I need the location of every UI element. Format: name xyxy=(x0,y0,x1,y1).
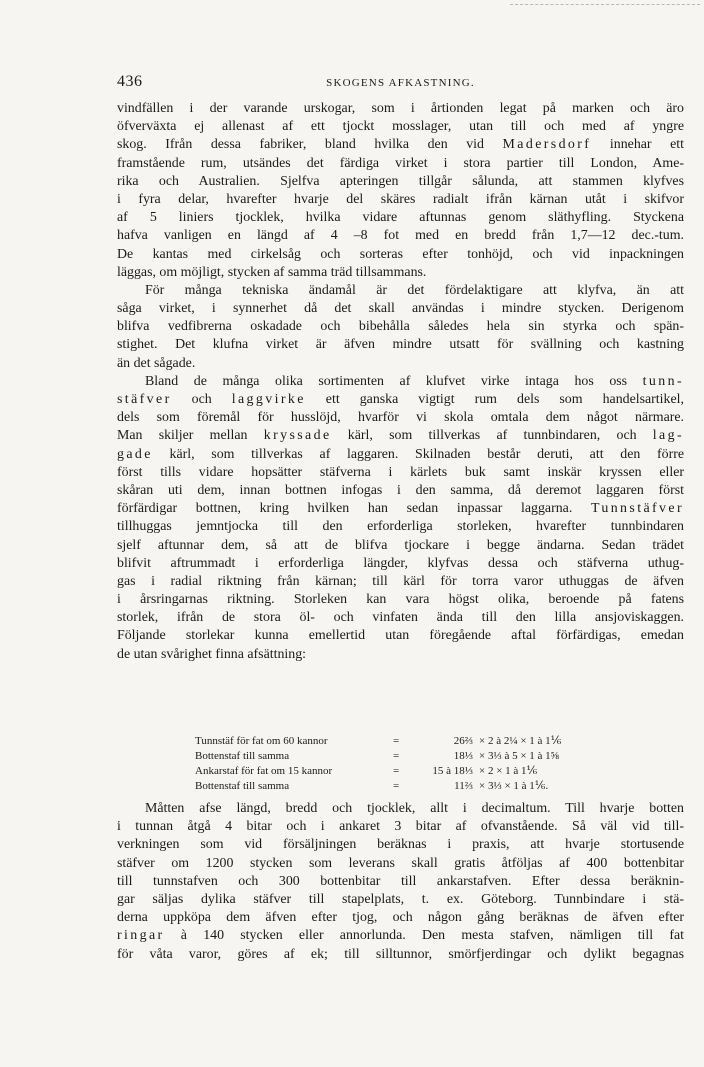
dimension-values: × 3⅓ × 1 à 1⅙. xyxy=(479,780,549,792)
table-row xyxy=(195,764,625,779)
text-line: skog. Ifrån dessa fabriker, bland hvilka den vid Madersdorf innehar ett xyxy=(117,137,684,153)
text-line: verkningen som vid försäljningen beräknas i praxis, att hvarje stortusende xyxy=(117,837,684,853)
row-label: Bottenstaf till samma xyxy=(195,750,290,762)
text-line: ringar à 140 stycken eller annorlunda. Den mesta stafven, nämligen till fat xyxy=(117,928,684,944)
text-line: gade kärl, som tillverkas af laggaren. Skilnaden består deruti, att den förre xyxy=(117,446,684,462)
text-line: stäfver och laggvirke ett ganska vigtigt rum dels som handelsartikel, xyxy=(117,392,684,407)
text-line: stäfver om 1200 stycken som leverans skall gratis åtföljas af 400 bottenbitar xyxy=(117,855,684,871)
dimension-values: × 2 × 1 à 1⅙ xyxy=(479,765,538,777)
text-line: derna uppköpa dem äfven efter tjog, och någon gång beräknas de äfven efter xyxy=(117,910,684,926)
length-value: 26⅔ xyxy=(453,735,473,747)
body-text-upper xyxy=(117,100,684,664)
page-header xyxy=(117,73,684,93)
text-line: tillhuggas jemntjocka till den erforderliga storleken, hvarefter tunnbindaren xyxy=(117,519,684,535)
row-label: Ankarstaf för fat om 15 kannor xyxy=(195,765,333,777)
text-line: öfverväxta ej allenast af ett tjockt mosslager, utan till och med af yngre xyxy=(117,119,684,135)
paragraph-4 xyxy=(117,800,684,964)
body-text-lower xyxy=(117,800,684,964)
text-line: i tunnan åtgå 4 bitar och i ankaret 3 bitar af ofvanstående. Så väl vid till- xyxy=(117,819,684,835)
paragraph-3 xyxy=(117,373,684,664)
length-value: 15 à 18⅓ xyxy=(432,765,473,777)
equals-sign: = xyxy=(393,735,400,747)
text-line: framstående rum, utsändes det färdiga virket i stora partier till London, Ame- xyxy=(117,155,684,171)
page-number: 436 xyxy=(117,73,143,90)
emphasis-place-name: Madersdorf xyxy=(502,137,592,153)
paragraph-2 xyxy=(117,282,684,373)
text-line: först tills vidare hopsätter stäfverna i kärlets buk samt inskär kryssen eller xyxy=(117,464,684,480)
text-line: hafva vanligen en längd af 4 –8 fot med en bredd från 1,7—12 dec.-tum. xyxy=(117,228,684,244)
text-line: läggas, om möjligt, stycken af samma träd tillsammans. xyxy=(117,264,427,280)
emphasis-term: lag- xyxy=(652,428,684,444)
row-label: Tunnstäf för fat om 60 kannor xyxy=(195,735,328,747)
text-line: storlek, ifrån de stora öl- och vinfaten ända till den lilla ansjoviskaggen. xyxy=(117,610,684,626)
text-line: Måtten afse längd, bredd och tjocklek, allt i decimaltum. Till hvarje botten xyxy=(145,801,684,816)
text-line: gar säljas dylika stäfver till stapelplats, t. ex. Göteborg. Tunnbindare i stä- xyxy=(117,891,684,907)
text-line: Bland de många olika sortimenten af klufvet virke intaga hos oss tunn- xyxy=(145,373,684,389)
text-line: i årsringarnas riktning. Storleken kan vara högst olika, beroende på fatens xyxy=(117,592,684,608)
equals-sign: = xyxy=(393,780,400,792)
emphasis-term: kryssade xyxy=(263,428,332,444)
emphasis-term: tunn- xyxy=(642,373,684,389)
stave-size-table xyxy=(195,734,625,794)
text-line: vindfällen i der varande urskogar, som i årtionden legat på marken och äro xyxy=(117,101,684,116)
dimension-values: × 2 à 2¼ × 1 à 1⅙ xyxy=(479,735,562,747)
text-line: sjelf aftunnar dem, så att de blifva tjockare i begge ändarna. Sedan trädet xyxy=(117,537,684,553)
text-line: gas i radial riktning från kärnan; till kärl för torra varor uthuggas de äfven xyxy=(117,573,684,589)
running-title: SKOGENS AFKASTNING. xyxy=(326,77,475,89)
text-line: De kantas med cirkelsåg och sorteras efter tonhöjd, och vid inpackningen xyxy=(117,246,684,262)
emphasis-term: gade xyxy=(117,446,153,462)
table-row xyxy=(195,749,625,764)
dimension-values: × 3⅓ à 5 × 1 à 1⅝ xyxy=(479,750,559,762)
text-line: såga virket, i synnerhet då det skall användas i mindre stycken. Derigenom xyxy=(117,301,684,317)
text-line: förfärdigar bottnen, kring hvilken han sedan inpassar laggarna. Tunnstäfver xyxy=(117,501,684,517)
text-line: i fyra delar, hvarefter hvarje del skäres radialt ifrån kärnan utåt i skifvor xyxy=(117,191,684,207)
text-line: För många tekniska ändamål är det fördelaktigare att klyfva, än att xyxy=(145,282,684,298)
text-line: än det sågade. xyxy=(117,355,196,371)
emphasis-term: stäfver xyxy=(117,392,172,407)
text-line: blifvit aftrummadt i erforderliga längder, klyfvas dessa och stäfverna uthug- xyxy=(117,555,684,571)
table-row xyxy=(195,734,625,749)
equals-sign: = xyxy=(393,750,400,762)
text-line: Följande storlekar kunna emellertid utan föregående aftal förfärdigas, emedan xyxy=(117,628,684,644)
length-value: 18⅓ xyxy=(453,750,473,762)
scan-edge-line xyxy=(510,4,700,5)
paragraph-1 xyxy=(117,100,684,282)
text-line: skåran uti dem, innan bottnen infogas i den samma, då deremot laggaren först xyxy=(117,482,684,498)
table-row xyxy=(195,779,625,794)
text-line: Man skiljer mellan kryssade kärl, som tillverkas af tunnbindaren, och lag- xyxy=(117,428,684,444)
text-line: blifva vedfibrerna oskadade och bibehålla således hela sin styrka och spän- xyxy=(117,319,684,335)
text-line: af 5 liniers tjocklek, hvilka vidare aftunnas genom släthyfling. Styckena xyxy=(117,210,684,226)
text-line: för våta varor, göres af ek; till silltunnor, smörfjerdingar och dylikt begagnas xyxy=(117,946,684,962)
length-value: 11⅔ xyxy=(454,780,473,792)
row-label: Bottenstaf till samma xyxy=(195,780,290,792)
text-line: till tunnstafven och 300 bottenbitar till ankarstafven. Efter dessa beräknin- xyxy=(117,873,684,889)
equals-sign: = xyxy=(393,765,400,777)
text-line: stighet. Det klufna virket är äfven mindre utsatt för svällning och kastning xyxy=(117,337,684,353)
emphasis-term: laggvirke xyxy=(231,392,306,407)
text-line: de utan svårighet finna afsättning: xyxy=(117,646,307,662)
emphasis-term: Tunnstäfver xyxy=(590,501,684,517)
text-line: dels som föremål för husslöjd, hvarför vi skola omtala dem något närmare. xyxy=(117,410,684,426)
text-line: rika och Australien. Sjelfva apteringen tillgår sålunda, att stammen klyfves xyxy=(117,173,684,189)
emphasis-term: ringar xyxy=(117,928,165,944)
